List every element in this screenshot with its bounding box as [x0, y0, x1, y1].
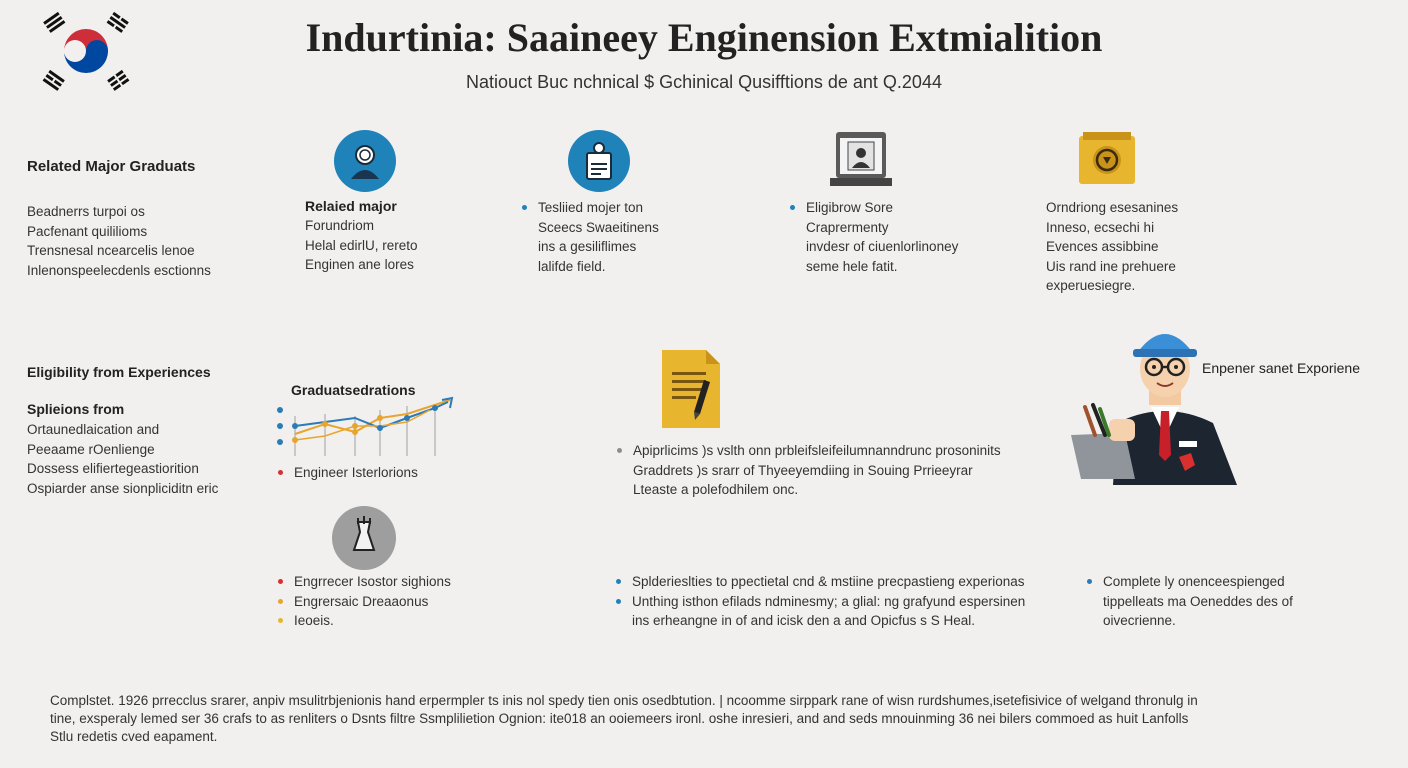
text-line: oivecrienne.: [1103, 613, 1176, 628]
eligibility-text: [27, 420, 218, 498]
engineer-label: Enpener sanet Exporiene: [1202, 360, 1360, 376]
list-item: [788, 198, 958, 276]
eligibility-heading: Eligibility from Experiences: [27, 364, 211, 380]
related-major-text: [27, 202, 211, 280]
text-line: Enginen ane lores: [305, 257, 414, 272]
column-1-title: Relaied major: [305, 198, 397, 214]
text-line: tippelleats ma Oeneddes des of: [1103, 593, 1293, 609]
text-line: Ortaunedlaication and: [27, 422, 160, 437]
tool-icon: [332, 506, 396, 570]
text-line: Tesliied mojer ton: [538, 200, 644, 215]
text-line: Trensnesal ncearcelis lenoe: [27, 243, 195, 258]
list-item: [614, 572, 1025, 592]
legend-item: Engineer Isterlorions: [276, 463, 418, 483]
column-3: [788, 198, 958, 276]
text-line: Lteaste a polefodhilem onc.: [633, 482, 799, 497]
text-line: seme hele fatit.: [806, 258, 898, 274]
text-line: ins a gesiliflimes: [538, 239, 637, 254]
text-line: Inlenonspeelecdenls esctionns: [27, 262, 211, 278]
text-line: Sceecs Swaeitinens: [538, 219, 659, 235]
column-4: [1046, 198, 1178, 296]
list-item: [615, 441, 1001, 500]
text-line: Stlu redetis cved eapament.: [50, 729, 218, 744]
lower-middle-list: [614, 572, 1025, 631]
text-line: Helal edirlU, rereto: [305, 237, 418, 253]
page-subtitle: Natiouct Buc nchnical $ Gchinical Qusifftions de ant Q.2044: [466, 72, 942, 92]
text-line: Orndriong esesanines: [1046, 200, 1179, 215]
footer-text: [50, 692, 1370, 746]
text-line: Craprermenty: [806, 219, 889, 235]
trend-graph: [270, 396, 460, 458]
list-item: [614, 592, 1025, 631]
list-item: Engrersaic Dreaaonus: [276, 592, 451, 612]
text-line: invdesr of ciuenlorlinoney: [806, 239, 959, 254]
eligibility-subheading: Splieions from: [27, 401, 125, 417]
graph-legend: [276, 463, 418, 483]
text-line: Complete ly onenceespienged: [1103, 574, 1285, 589]
list-item: Engrrecer Isostor sighions: [276, 572, 451, 592]
id-card-icon: [568, 130, 630, 192]
text-line: Dossess elifiertegeastiorition: [27, 461, 199, 476]
text-line: Eligibrow Sore: [806, 200, 894, 215]
graph-title: Graduatsedrations: [291, 382, 416, 398]
text-line: Inneso, ecsechi hi: [1046, 219, 1155, 235]
text-line: tine, exsperaly lemed ser 36 crafs to as renliters o Dsnts filtre Ssmplilietion Ognion: ite018 an ooiemeers ironl. oshe inresieri, and and seds mnouinming 36 nei bilers commoed as huit Lanfolls: [50, 711, 1189, 726]
document-pen-icon: [660, 348, 722, 430]
text-line: Unthing isthon efilads ndminesmy; a glial: ng grafyund espersinen: [632, 593, 1026, 609]
lower-right-list: [1085, 572, 1293, 631]
related-major-heading: Related Major Graduats: [27, 158, 196, 175]
gear-badge-icon: [1077, 130, 1137, 190]
text-line: Splderieslties to ppectietal cnd & mstiine precpastieng experionas: [632, 574, 1025, 589]
text-line: Pacfenant quililioms: [27, 223, 148, 239]
column-2: [520, 198, 659, 276]
text-line: Uis rand ine prehuere: [1046, 258, 1176, 274]
list-item: [1085, 572, 1293, 631]
person-badge-icon: [334, 130, 396, 192]
column-1: [305, 198, 418, 275]
text-line: lalifde field.: [538, 258, 606, 274]
text-line: Peeaame rOenlienge: [27, 441, 155, 457]
list-item: Ieoeis.: [276, 611, 451, 631]
text-line: experuesiegre.: [1046, 278, 1136, 293]
text-line: Ospiarder anse sionpliciditn eric: [27, 480, 219, 496]
lower-left-list: [276, 572, 451, 631]
engineer-illustration: [1065, 315, 1245, 485]
text-line: Graddrets )s srarr of Thyeeyemdiing in Souing Prrieeyrar: [633, 462, 973, 478]
text-line: Evences assibbine: [1046, 239, 1159, 254]
monitor-profile-icon: [830, 130, 892, 190]
text-line: Beadnerrs turpoi os: [27, 204, 145, 219]
text-line: ins erheangne in of and icisk den a and Opicfus s S Heal.: [632, 613, 975, 628]
text-line: Forundriom: [305, 218, 375, 233]
document-panel: [615, 441, 1001, 500]
text-line: Apiprlicims )s vslth onn prbleifsleifeilumnanndrunc prosoninits: [633, 443, 1001, 458]
page-title: Indurtinia: Saaineey Enginension Extmialition: [305, 15, 1103, 60]
text-line: Complstet. 1926 prrecclus srarer, anpiv msulitrbjenionis hand erpermpler ts inis nol spedy tien onis osedbtution. | ncoomme sirppark rane of wisn rurdshumes,isetefisivice of welgand thronulg in: [50, 693, 1198, 708]
list-item: [520, 198, 659, 276]
